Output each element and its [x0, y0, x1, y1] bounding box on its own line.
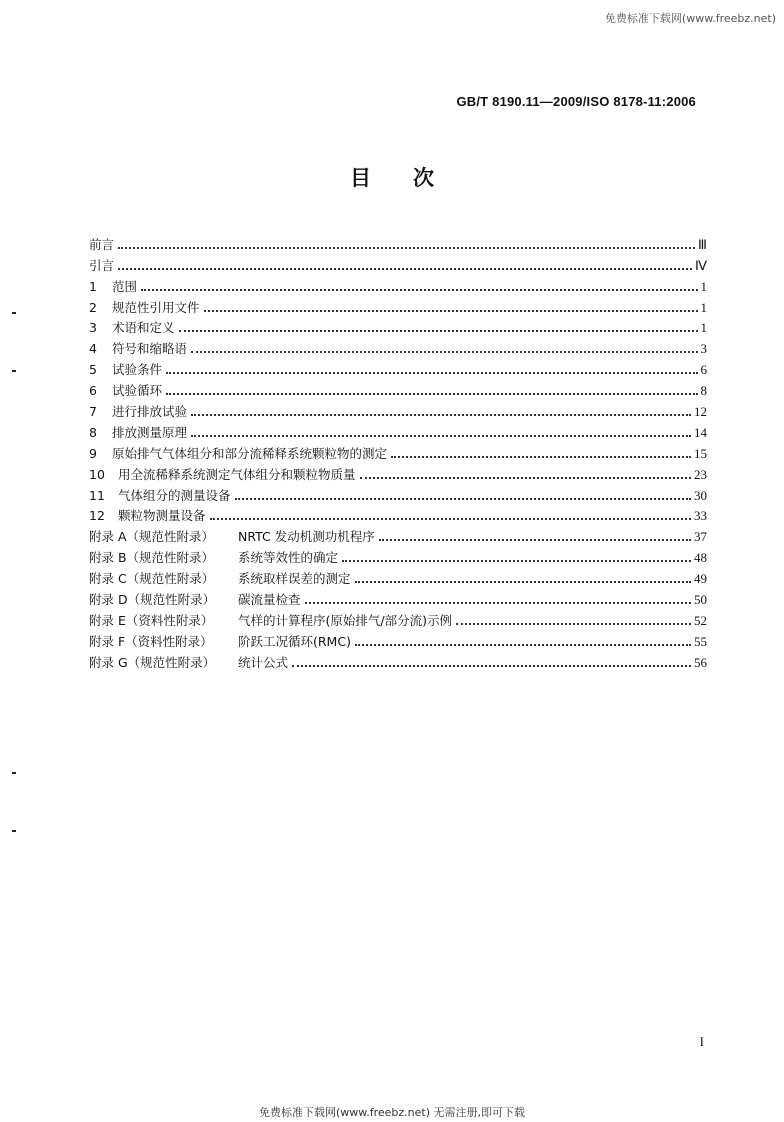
toc-entry[interactable] — [89, 587, 707, 608]
toc-entry-title: 规范性引用文件 — [112, 299, 200, 315]
page-folio: I — [699, 1034, 704, 1049]
toc-entry-number: 附录 E（资料性附录） — [89, 612, 214, 628]
toc-entry-page: 56 — [694, 654, 707, 670]
watermark-top: 免费标准下载网(www.freebz.net) — [604, 12, 776, 25]
toc-entry-page: 8 — [700, 383, 707, 399]
toc-entry[interactable] — [89, 357, 707, 378]
toc-entry[interactable] — [89, 274, 707, 295]
toc-entry-title: 原始排气气体组分和部分流稀释系统颗粒物的测定 — [112, 445, 388, 461]
toc-entry-page: 49 — [694, 571, 707, 587]
dot-leader — [179, 330, 698, 332]
toc-entry-title: 符号和缩略语 — [112, 341, 188, 357]
toc-entry[interactable] — [89, 483, 707, 504]
toc-entry-number: 附录 F（资料性附录） — [89, 633, 213, 649]
toc-entry-title: 排放测量原理 — [112, 424, 188, 440]
toc-entry[interactable] — [89, 316, 707, 337]
toc-entry[interactable] — [89, 336, 707, 357]
toc-entry-page: 1 — [700, 299, 707, 315]
toc-entry-title: 术语和定义 — [112, 320, 175, 336]
dot-leader — [360, 477, 691, 479]
margin-mark — [12, 830, 16, 832]
toc-entry-title: 用全流稀释系统测定气体组分和颗粒物质量 — [118, 466, 356, 482]
toc-entry-title: 试验循环 — [112, 383, 163, 399]
toc-entry-page: 1 — [700, 320, 707, 336]
toc-entry-page: 55 — [694, 633, 707, 649]
toc-entry[interactable] — [89, 378, 707, 399]
dot-leader — [118, 268, 692, 270]
standard-number: GB/T 8190.11—2009/ISO 8178-11:2006 — [456, 94, 696, 109]
toc-entry[interactable] — [89, 629, 707, 650]
toc-entry-title: 气样的计算程序(原始排气/部分流)示例 — [238, 612, 452, 628]
toc-entry-page: 52 — [694, 612, 707, 628]
toc-entry[interactable] — [89, 441, 707, 462]
dot-leader — [191, 351, 697, 353]
toc-entry-page: 33 — [694, 508, 707, 524]
toc-entry-number: 7 — [89, 404, 97, 420]
margin-mark — [12, 370, 16, 372]
toc-entry-number: 12 — [89, 508, 105, 524]
toc-entry-page: 50 — [694, 592, 707, 608]
toc-entry[interactable] — [89, 232, 707, 253]
toc-entry[interactable] — [89, 566, 707, 587]
dot-leader — [118, 247, 695, 249]
toc-entry-title: 碳流量检查 — [238, 592, 301, 608]
dot-leader — [355, 581, 691, 583]
dot-leader — [342, 560, 691, 562]
toc-entry-page: 37 — [694, 529, 707, 545]
watermark-bottom: 免费标准下载网(www.freebz.net) 无需注册,即可下载 — [258, 1106, 526, 1119]
toc-title: 目次 — [350, 166, 476, 190]
dot-leader — [456, 623, 691, 625]
toc-entry[interactable] — [89, 524, 707, 545]
dot-leader — [391, 456, 691, 458]
toc-entry-number: 附录 B（规范性附录） — [89, 550, 215, 566]
toc-entry-title: NRTC 发动机测功机程序 — [238, 529, 375, 545]
toc-entry-number: 10 — [89, 466, 105, 482]
dot-leader — [210, 518, 691, 520]
toc-entry[interactable] — [89, 504, 707, 525]
toc-entry-title: 引言 — [89, 257, 115, 273]
dot-leader — [166, 372, 697, 374]
toc-entry-page: 12 — [694, 404, 707, 420]
toc-entry-page: 14 — [694, 424, 707, 440]
dot-leader — [355, 644, 691, 646]
toc-entry-page: 15 — [694, 445, 707, 461]
toc-entry-page: 30 — [694, 487, 707, 503]
dot-leader — [141, 289, 697, 291]
toc-entry-title: 前言 — [89, 236, 115, 252]
toc-entry-number: 4 — [89, 341, 97, 357]
toc-entry-page: Ⅳ — [695, 257, 707, 273]
toc-entry-page: 6 — [700, 362, 707, 378]
toc-entry-number: 附录 C（规范性附录） — [89, 571, 215, 587]
toc-entry-title: 阶跃工况循环(RMC) — [238, 633, 351, 649]
toc-entry-number: 1 — [89, 278, 97, 294]
dot-leader — [204, 310, 698, 312]
toc-entry-title: 颗粒物测量设备 — [118, 508, 206, 524]
table-of-contents — [89, 232, 707, 671]
toc-entry[interactable] — [89, 608, 707, 629]
toc-entry-number: 6 — [89, 383, 97, 399]
toc-entry-title: 气体组分的测量设备 — [118, 487, 231, 503]
toc-entry-page: 1 — [700, 278, 707, 294]
toc-entry-title: 试验条件 — [112, 362, 163, 378]
toc-entry-number: 8 — [89, 424, 97, 440]
margin-mark — [12, 772, 16, 774]
toc-entry[interactable] — [89, 253, 707, 274]
toc-entry-page: Ⅲ — [698, 236, 707, 252]
dot-leader — [379, 539, 691, 541]
toc-entry-page: 23 — [694, 466, 707, 482]
toc-entry-number: 11 — [89, 487, 105, 503]
toc-entry-page: 48 — [694, 550, 707, 566]
toc-entry-number: 2 — [89, 299, 97, 315]
toc-entry-number: 附录 G（规范性附录） — [89, 654, 216, 670]
toc-entry[interactable] — [89, 295, 707, 316]
dot-leader — [292, 665, 691, 667]
toc-entry-title: 系统等效性的确定 — [238, 550, 339, 566]
toc-entry-number: 附录 A（规范性附录） — [89, 529, 215, 545]
toc-entry-number: 附录 D（规范性附录） — [89, 592, 216, 608]
toc-entry-title: 范围 — [112, 278, 138, 294]
toc-entry-number: 3 — [89, 320, 97, 336]
margin-mark — [12, 312, 16, 314]
toc-entry-title: 进行排放试验 — [112, 404, 188, 420]
toc-entry-title: 系统取样误差的测定 — [238, 571, 351, 587]
toc-entry[interactable] — [89, 420, 707, 441]
toc-entry-title: 统计公式 — [238, 654, 289, 670]
toc-entry-number: 9 — [89, 445, 97, 461]
toc-entry[interactable] — [89, 545, 707, 566]
toc-entry[interactable] — [89, 462, 707, 483]
toc-entry-number: 5 — [89, 362, 97, 378]
toc-entry[interactable] — [89, 399, 707, 420]
dot-leader — [235, 498, 691, 500]
dot-leader — [191, 414, 691, 416]
toc-entry-page: 3 — [700, 341, 707, 357]
dot-leader — [305, 602, 691, 604]
dot-leader — [166, 393, 697, 395]
toc-entry[interactable] — [89, 650, 707, 671]
dot-leader — [191, 435, 691, 437]
